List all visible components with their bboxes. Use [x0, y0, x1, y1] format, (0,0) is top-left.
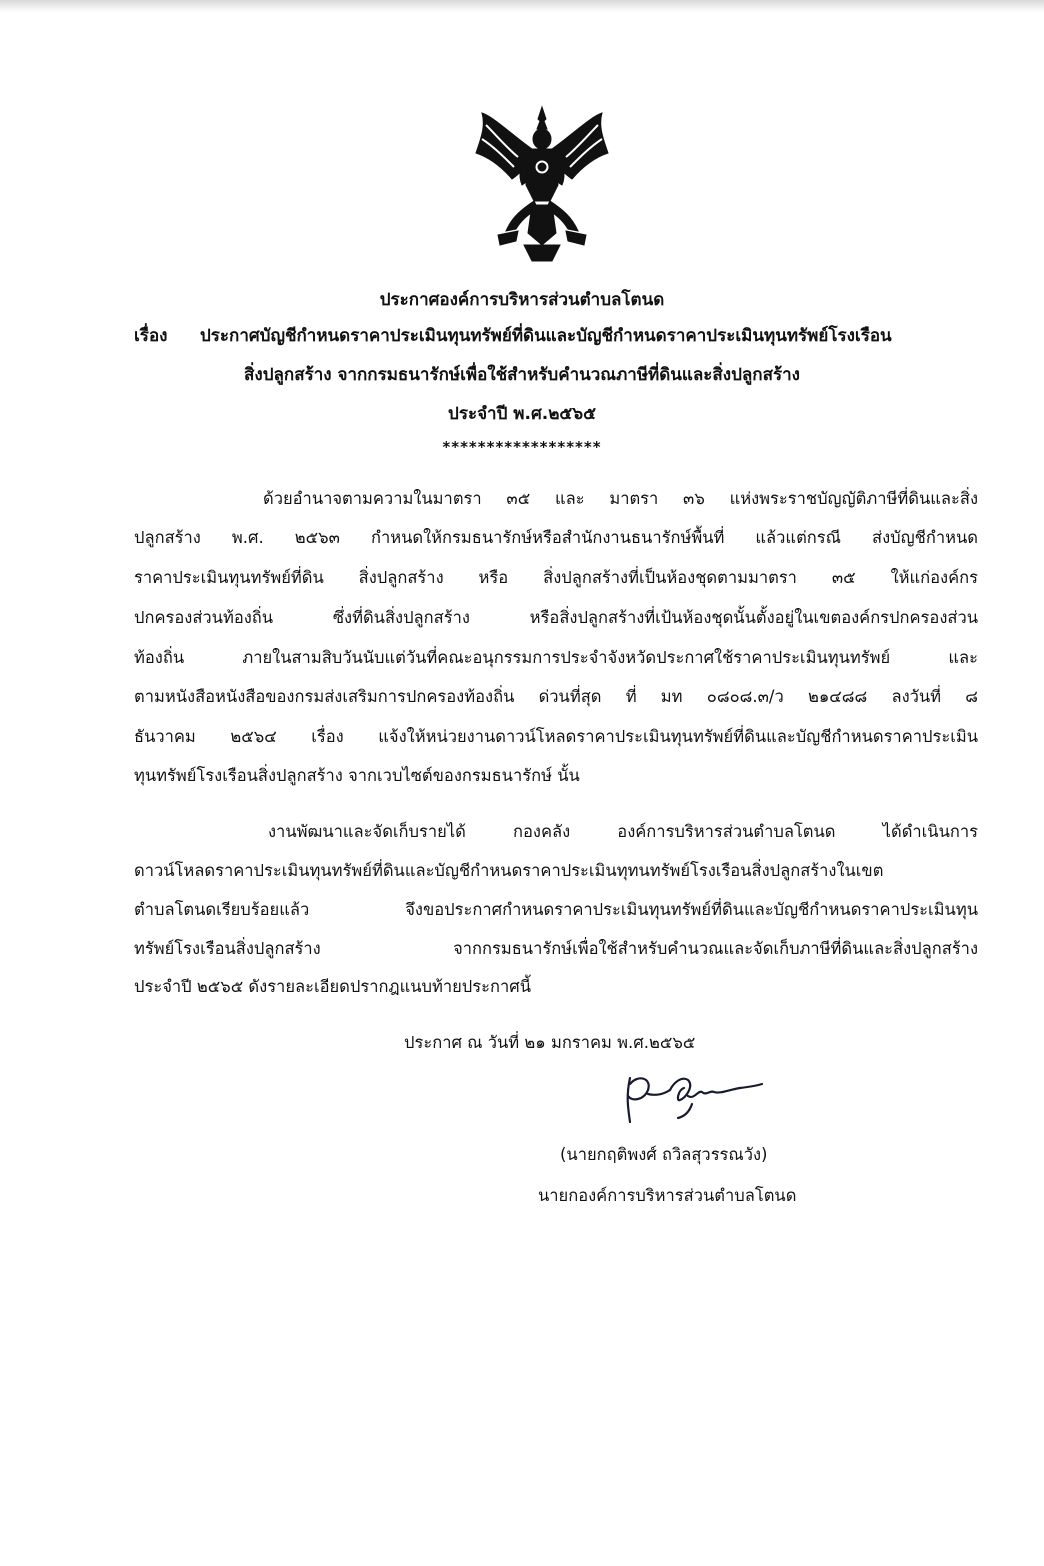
- paragraph-1-line: ตามหนังสือหนังสือของกรมส่งเสริมการปกครองท้องถิ่น ด่วนที่สุด ที่ มท ๐๘๐๘.๓/ว ๒๑๔๘๘ ลงวันที่ ๘: [134, 687, 978, 706]
- paragraph-2-line: ดาวน์โหลดราคาประเมินทุนทรัพย์ที่ดินและบัญชีกำหนดราคาประเมินทุทนทรัพย์โรงเรือนสิ่งปลูกสร้างในเขต: [134, 861, 884, 880]
- paragraph-2-line: งานพัฒนาและจัดเก็บรายได้ กองคลัง องค์การบริหารส่วนตำบลโตนด ได้ดำเนินการ: [268, 822, 978, 841]
- subject-line-1: ประกาศบัญชีกำหนดราคาประเมินทุนทรัพย์ที่ดินและบัญชีกำหนดราคาประเมินทุนทรัพย์โรงเรือน: [200, 326, 892, 346]
- scan-edge: [0, 0, 1044, 12]
- paragraph-1-line: ปกครองส่วนท้องถิ่น ซึ่งที่ดินสิ่งปลูกสร้าง หรือสิ่งปลูกสร้างที่เป้นห้องชุดนั้นตั้งอยู่ในเขตองค์กรปกครองส่วน: [134, 608, 978, 627]
- paragraph-1-line: ทุนทรัพย์โรงเรือนสิ่งปลูกสร้าง จากเวบไซต์ของกรมธนารักษ์ นั้น: [134, 766, 580, 785]
- handwritten-signature: [608, 1060, 768, 1130]
- paragraph-1-line: ธันวาคม ๒๕๖๔ เรื่อง แจ้งให้หน่วยงานดาวน์โหลดราคาประเมินทุนทรัพย์ที่ดินและบัญชีกำหนดราคาประเมิน: [134, 727, 978, 746]
- subject-label: เรื่อง: [134, 326, 168, 346]
- paragraph-1-line: ปลูกสร้าง พ.ศ. ๒๕๖๓ กำหนดให้กรมธนารักษ์หรือสำนักงานธนารักษ์พื้นที่ แล้วแต่กรณี ส่งบัญชีกำหนด: [134, 528, 978, 547]
- subject-line-2: สิ่งปลูกสร้าง จากกรมธนารักษ์เพื่อใช้สำหรับคำนวณภาษีที่ดินและสิ่งปลูกสร้าง: [244, 365, 800, 385]
- paragraph-1-line: ท้องถิ่น ภายในสามสิบวันนับแต่วันที่คณะอนุกรรมการประจำจังหวัดประกาศใช้ราคาประเมินทุนทรัพย์ และ: [134, 648, 978, 667]
- announcement-date: ประกาศ ณ วันที่ ๒๑ มกราคม พ.ศ.๒๕๖๕: [404, 1033, 696, 1052]
- garuda-emblem-icon: [472, 105, 612, 265]
- paragraph-2-line: ประจำปี ๒๕๖๕ ดังรายละเอียดปรากฎแนบท้ายประกาศนี้: [134, 977, 531, 996]
- subject-line-3: ประจำปี พ.ศ.๒๕๖๕: [448, 404, 596, 424]
- signer-name: (นายกฤติพงศ์ ถวิลสุวรรณวัง): [560, 1145, 768, 1164]
- signer-title: นายกองค์การบริหารส่วนตำบลโตนด: [538, 1186, 797, 1205]
- paragraph-1-line: ราคาประเมินทุนทรัพย์ที่ดิน สิ่งปลูกสร้าง หรือ สิ่งปลูกสร้างที่เป็นห้องชุดตามมาตรา ๓๕ ให้แก่องค์กร: [134, 568, 978, 587]
- separator-stars: ******************: [442, 438, 602, 456]
- paragraph-1-line: ด้วยอำนาจตามความในมาตรา ๓๕ และ มาตรา ๓๖ แห่งพระราชบัญญัติภาษีที่ดินและสิ่ง: [263, 489, 978, 508]
- org-title: ประกาศองค์การบริหารส่วนตำบลโตนด: [379, 290, 665, 310]
- paragraph-2-line: ตำบลโตนดเรียบร้อยแล้ว จึงขอประกาศกำหนดราคาประเมินทุนทรัพย์ที่ดินและบัญชีกำหนดราคาประเมินทุน: [134, 900, 978, 919]
- paragraph-2-line: ทรัพย์โรงเรือนสิ่งปลูกสร้าง จากกรมธนารักษ์เพื่อใช้สำหรับคำนวณและจัดเก็บภาษีที่ดินและสิ่งปลูกสร้าง: [134, 939, 978, 958]
